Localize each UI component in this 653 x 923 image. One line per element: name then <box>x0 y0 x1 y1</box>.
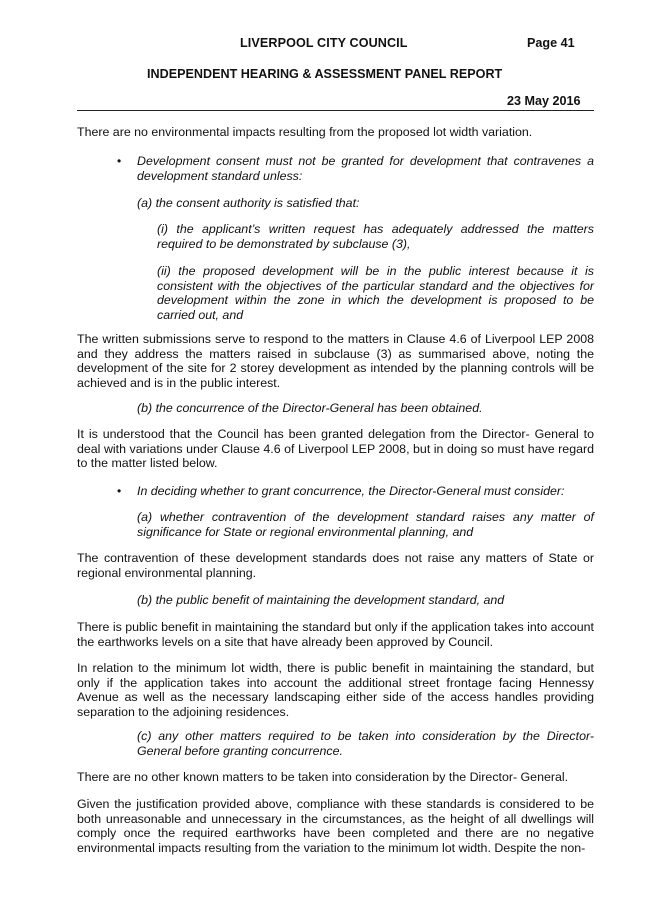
clause-c-other-matters: (c) any other matters required to be taken into consideration by the Director-General before granting concurrence. <box>137 729 594 758</box>
bullet-deciding-concurrence: In deciding whether to grant concurrence, the Director-General must consider: <box>137 484 565 498</box>
clause-b-public-benefit: (b) the public benefit of maintaining the development standard, and <box>137 593 505 607</box>
header-date: 23 May 2016 <box>507 94 581 108</box>
bullet-development-consent: Development consent must not be granted for development that contravenes a development standard unless: <box>137 154 594 183</box>
header-council: LIVERPOOL CITY COUNCIL <box>240 36 408 50</box>
clause-a-contravention: (a) whether contravention of the development standard raises any matter of significance for State or regional environmental planning, and <box>137 510 594 539</box>
paragraph-public-benefit: There is public benefit in maintaining the standard but only if the application takes into account the earthworks levels on a site that have already been approved by Council. <box>77 620 594 649</box>
paragraph-no-other-matters: There are no other known matters to be taken into consideration by the Director- General. <box>77 770 569 784</box>
paragraph-justification: Given the justification provided above, compliance with these standards is considered to be both unreasonable and unnecessary in the circumstances, as the height of all dwellings will comply once the required earthworks have been completed and there are no negative environmental impacts resulting from the variation to the minimum lot width. Despite the non- <box>77 797 594 855</box>
header-report-title: INDEPENDENT HEARING & ASSESSMENT PANEL REPORT <box>147 67 503 81</box>
bullet-icon: • <box>117 154 122 168</box>
paragraph-minimum-lot-width: In relation to the minimum lot width, there is public benefit in maintaining the standard, but only if the application takes into account the additional street frontage facing Hennessy Avenue as well as the necessary landscaping either side of the access handles providing separation to the adjoining residences. <box>77 661 594 719</box>
paragraph-environmental-impacts: There are no environmental impacts resulting from the proposed lot width variation. <box>77 125 533 139</box>
clause-a-ii-public-interest: (ii) the proposed development will be in the public interest because it is consistent with the objectives of the particular standard and the objectives for development within the zone in which the development is proposed to be carried out, and <box>157 264 594 322</box>
header-divider <box>77 110 594 111</box>
paragraph-written-submissions: The written submissions serve to respond to the matters in Clause 4.6 of Liverpool LEP 2008 and they address the matters raised in subclause (3) as summarised above, noting the development of the site for 2 storey development as intended by the planning controls will be achieved and is in the public interest. <box>77 332 594 390</box>
clause-a-consent-authority: (a) the consent authority is satisfied that: <box>137 196 360 210</box>
paragraph-contravention: The contravention of these development standards does not raise any matters of State or regional environmental planning. <box>77 551 594 580</box>
bullet-icon: • <box>117 484 122 498</box>
clause-b-concurrence: (b) the concurrence of the Director-General has been obtained. <box>137 401 483 415</box>
paragraph-delegation: It is understood that the Council has been granted delegation from the Director- General to deal with variations under Clause 4.6 of Liverpool LEP 2008, but in doing so must have regard to the matter listed below. <box>77 427 594 471</box>
clause-a-i-written-request: (i) the applicant’s written request has adequately addressed the matters required to be demonstrated by subclause (3), <box>157 222 594 251</box>
header-page-number: Page 41 <box>527 36 575 50</box>
